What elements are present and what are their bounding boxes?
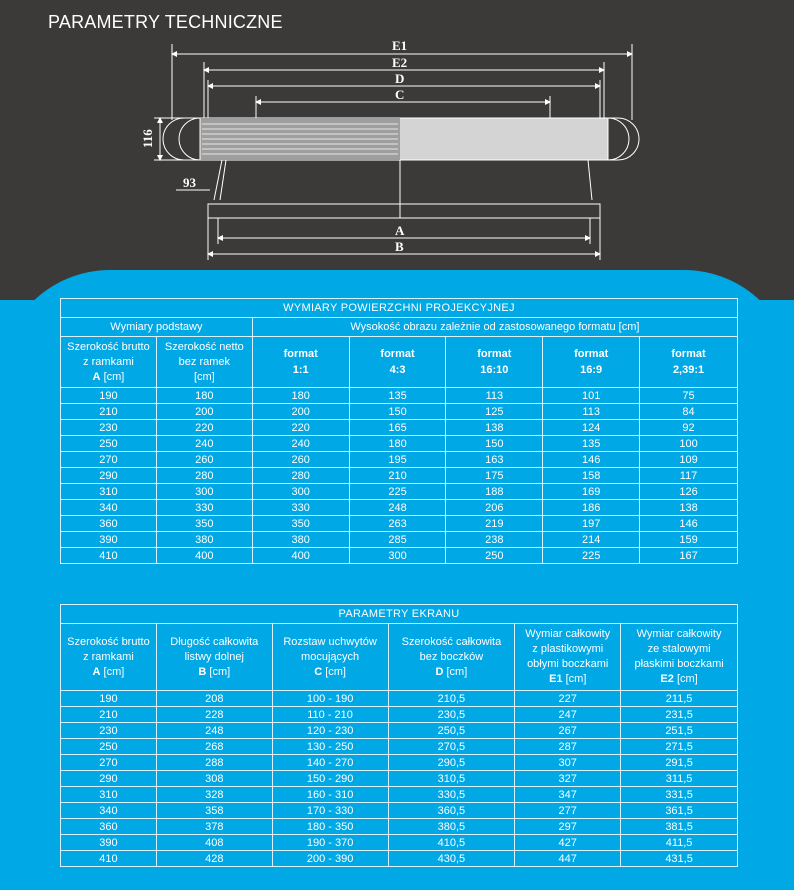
table-cell: 347: [515, 787, 621, 803]
table-cell: 150 - 290: [272, 771, 388, 787]
table-cell: 210: [349, 468, 446, 484]
label-e1: E1: [392, 38, 408, 53]
table-cell: 277: [515, 803, 621, 819]
table-row: [61, 723, 738, 739]
table1-body: [61, 388, 738, 564]
table-cell: 186: [543, 500, 640, 516]
table-cell: 110 - 210: [272, 707, 388, 723]
table-cell: 227: [515, 691, 621, 707]
table-cell: 380: [156, 532, 252, 548]
table-cell: 120 - 230: [272, 723, 388, 739]
table-cell: 260: [156, 452, 252, 468]
table-cell: 126: [640, 484, 738, 500]
label-height: 116: [140, 129, 155, 148]
table-cell: 163: [446, 452, 543, 468]
table-cell: 200 - 390: [272, 851, 388, 867]
table-cell: 197: [543, 516, 640, 532]
table-row: [61, 436, 738, 452]
table-cell: 360: [61, 819, 157, 835]
table-cell: 360: [61, 516, 157, 532]
table-cell: 220: [252, 420, 349, 436]
table-cell: 175: [446, 468, 543, 484]
table2-header-c: Rozstaw uchwytów mocujących C [cm]: [272, 624, 388, 691]
table-cell: 225: [349, 484, 446, 500]
table-cell: 328: [156, 787, 272, 803]
table-cell: 340: [61, 803, 157, 819]
table-cell: 160 - 310: [272, 787, 388, 803]
table-cell: 195: [349, 452, 446, 468]
table-cell: 310: [61, 787, 157, 803]
table-cell: 113: [543, 404, 640, 420]
label-b: B: [395, 239, 404, 254]
table-cell: 117: [640, 468, 738, 484]
table-cell: 311,5: [621, 771, 738, 787]
table-cell: 219: [446, 516, 543, 532]
table-cell: 411,5: [621, 835, 738, 851]
table-cell: 251,5: [621, 723, 738, 739]
table-cell: 220: [156, 420, 252, 436]
table-cell: 290,5: [388, 755, 515, 771]
table1-header-format: format 1:1: [252, 337, 349, 388]
table-cell: 214: [543, 532, 640, 548]
table-cell: 138: [640, 500, 738, 516]
table-cell: 287: [515, 739, 621, 755]
table-cell: 228: [156, 707, 272, 723]
table-cell: 380,5: [388, 819, 515, 835]
table-cell: 190: [61, 691, 157, 707]
table1-caption: WYMIARY POWIERZCHNI PROJEKCYJNEJ: [61, 299, 738, 318]
table2-header-e1: Wymiar całkowity z plastikowymi obłymi boczkami E1 [cm]: [515, 624, 621, 691]
table-row: [61, 484, 738, 500]
table-row: [61, 420, 738, 436]
table2-header-b: Długość całkowita listwy dolnej B [cm]: [156, 624, 272, 691]
table-cell: 270,5: [388, 739, 515, 755]
table-cell: 180: [349, 436, 446, 452]
table-row: [61, 771, 738, 787]
table-cell: 447: [515, 851, 621, 867]
table-cell: 159: [640, 532, 738, 548]
table-cell: 331,5: [621, 787, 738, 803]
table-cell: 230,5: [388, 707, 515, 723]
table1-header-format: format 16:9: [543, 337, 640, 388]
table-cell: 210: [61, 404, 157, 420]
table-cell: 180: [252, 388, 349, 404]
table-cell: 381,5: [621, 819, 738, 835]
table-row: [61, 787, 738, 803]
table-cell: 146: [543, 452, 640, 468]
table-cell: 167: [640, 548, 738, 564]
table-cell: 75: [640, 388, 738, 404]
table-cell: 263: [349, 516, 446, 532]
table-cell: 247: [515, 707, 621, 723]
table-cell: 280: [252, 468, 349, 484]
label-a: A: [395, 223, 405, 238]
table-cell: 431,5: [621, 851, 738, 867]
technical-drawing: [0, 0, 794, 270]
table-row: [61, 851, 738, 867]
table-cell: 210,5: [388, 691, 515, 707]
table-cell: 208: [156, 691, 272, 707]
table-cell: 225: [543, 548, 640, 564]
table-cell: 358: [156, 803, 272, 819]
table-row: [61, 404, 738, 420]
table-cell: 308: [156, 771, 272, 787]
table-cell: 290: [61, 771, 157, 787]
table-cell: 330: [156, 500, 252, 516]
table-cell: 430,5: [388, 851, 515, 867]
table-cell: 300: [156, 484, 252, 500]
table2-header-a: Szerokość brutto z ramkami A [cm]: [61, 624, 157, 691]
screen-parameters-table: [60, 604, 738, 867]
table-cell: 350: [156, 516, 252, 532]
table-cell: 190 - 370: [272, 835, 388, 851]
table2-header-e2: Wymiar całkowity ze stalowymi płaskimi boczkami E2 [cm]: [621, 624, 738, 691]
table1-header-a: Szerokość brutto z ramkami A [cm]: [61, 337, 157, 388]
table-cell: 408: [156, 835, 272, 851]
table-cell: 125: [446, 404, 543, 420]
table-cell: 268: [156, 739, 272, 755]
table-cell: 240: [252, 436, 349, 452]
page-title: PARAMETRY TECHNICZNE: [48, 12, 283, 32]
table-row: [61, 516, 738, 532]
label-d: D: [395, 71, 405, 86]
table-cell: 211,5: [621, 691, 738, 707]
table-cell: 361,5: [621, 803, 738, 819]
table-cell: 138: [446, 420, 543, 436]
table-row: [61, 835, 738, 851]
table-cell: 100: [640, 436, 738, 452]
table-cell: 400: [156, 548, 252, 564]
table-cell: 428: [156, 851, 272, 867]
table1-header-format: format 16:10: [446, 337, 543, 388]
table-cell: 165: [349, 420, 446, 436]
table-cell: 206: [446, 500, 543, 516]
table-row: [61, 707, 738, 723]
table-cell: 285: [349, 532, 446, 548]
table1-group-right: Wysokość obrazu zależnie od zastosowanego formatu [cm]: [252, 318, 737, 337]
table-cell: 360,5: [388, 803, 515, 819]
table-cell: 327: [515, 771, 621, 787]
table-cell: 238: [446, 532, 543, 548]
table-cell: 100 - 190: [272, 691, 388, 707]
table-row: [61, 532, 738, 548]
table-cell: 378: [156, 819, 272, 835]
table-cell: 190: [61, 388, 157, 404]
table-cell: 240: [156, 436, 252, 452]
table1-header-b: Szerokość netto bez ramek [cm]: [156, 337, 252, 388]
table-cell: 113: [446, 388, 543, 404]
table-cell: 135: [349, 388, 446, 404]
table-cell: 250: [61, 739, 157, 755]
table-cell: 380: [252, 532, 349, 548]
table-cell: 310: [61, 484, 157, 500]
table-cell: 231,5: [621, 707, 738, 723]
table-cell: 248: [349, 500, 446, 516]
table-cell: 270: [61, 755, 157, 771]
table-cell: 180: [156, 388, 252, 404]
table-cell: 170 - 330: [272, 803, 388, 819]
table-cell: 300: [349, 548, 446, 564]
table-row: [61, 548, 738, 564]
table-cell: 84: [640, 404, 738, 420]
table2-body: [61, 691, 738, 867]
table-row: [61, 691, 738, 707]
projection-surface-table: [60, 298, 738, 564]
table-cell: 427: [515, 835, 621, 851]
table-cell: 92: [640, 420, 738, 436]
table-cell: 230: [61, 420, 157, 436]
table-cell: 101: [543, 388, 640, 404]
table-cell: 330,5: [388, 787, 515, 803]
table-cell: 260: [252, 452, 349, 468]
table-cell: 124: [543, 420, 640, 436]
table2-caption: PARAMETRY EKRANU: [61, 605, 738, 624]
table-cell: 271,5: [621, 739, 738, 755]
table-cell: 169: [543, 484, 640, 500]
table-cell: 340: [61, 500, 157, 516]
table-cell: 180 - 350: [272, 819, 388, 835]
table-cell: 291,5: [621, 755, 738, 771]
table-row: [61, 452, 738, 468]
table-cell: 250: [61, 436, 157, 452]
table1-group-left: Wymiary podstawy: [61, 318, 253, 337]
label-e2: E2: [392, 55, 408, 70]
label-side: 93: [183, 175, 196, 190]
table-cell: 200: [156, 404, 252, 420]
table-cell: 135: [543, 436, 640, 452]
table-cell: 297: [515, 819, 621, 835]
table-cell: 130 - 250: [272, 739, 388, 755]
table1-header-format: format 2,39:1: [640, 337, 738, 388]
table-row: [61, 739, 738, 755]
table-row: [61, 803, 738, 819]
table-row: [61, 500, 738, 516]
table-cell: 146: [640, 516, 738, 532]
table-cell: 410: [61, 548, 157, 564]
table-cell: 210: [61, 707, 157, 723]
table-cell: 267: [515, 723, 621, 739]
table-cell: 150: [446, 436, 543, 452]
table-cell: 350: [252, 516, 349, 532]
table-cell: 270: [61, 452, 157, 468]
table-cell: 390: [61, 532, 157, 548]
table-cell: 230: [61, 723, 157, 739]
table-row: [61, 755, 738, 771]
table-row: [61, 468, 738, 484]
table-cell: 288: [156, 755, 272, 771]
table-cell: 109: [640, 452, 738, 468]
table-cell: 410,5: [388, 835, 515, 851]
table-cell: 400: [252, 548, 349, 564]
table-cell: 290: [61, 468, 157, 484]
label-c: C: [395, 87, 405, 102]
table-cell: 250: [446, 548, 543, 564]
table-row: [61, 819, 738, 835]
table-cell: 188: [446, 484, 543, 500]
table-cell: 150: [349, 404, 446, 420]
table-cell: 310,5: [388, 771, 515, 787]
table-cell: 280: [156, 468, 252, 484]
table-cell: 410: [61, 851, 157, 867]
table2-header-d: Szerokość całkowita bez boczków D [cm]: [388, 624, 515, 691]
table-cell: 390: [61, 835, 157, 851]
table-cell: 250,5: [388, 723, 515, 739]
table-cell: 307: [515, 755, 621, 771]
table-cell: 140 - 270: [272, 755, 388, 771]
table1-header-format: format 4:3: [349, 337, 446, 388]
table-cell: 300: [252, 484, 349, 500]
table-cell: 248: [156, 723, 272, 739]
table-cell: 200: [252, 404, 349, 420]
table-cell: 158: [543, 468, 640, 484]
table-row: [61, 388, 738, 404]
table-cell: 330: [252, 500, 349, 516]
